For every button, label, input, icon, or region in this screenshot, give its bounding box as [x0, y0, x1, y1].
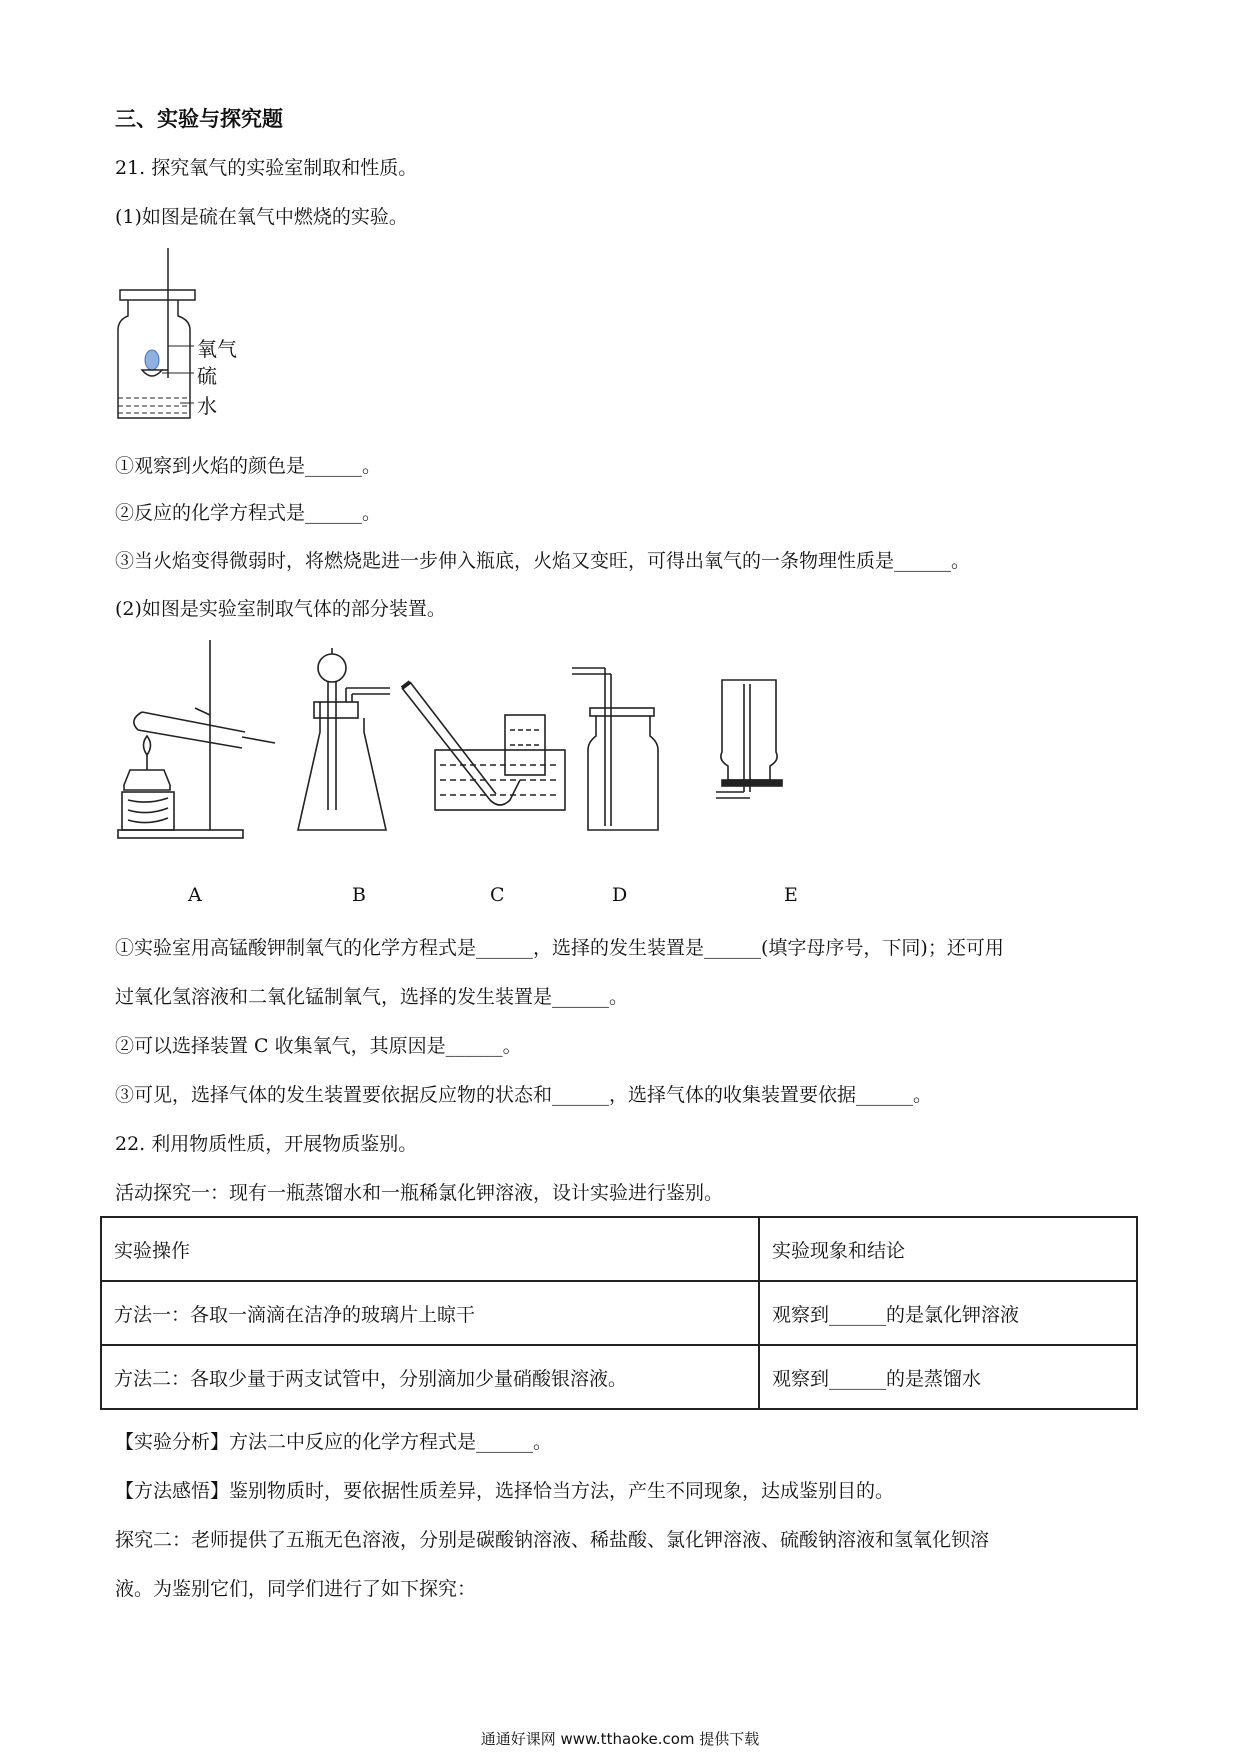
footer-source: 通通好课网 www.tthaoke.com 提供下载 [480, 1730, 760, 1748]
table-cell: 观察到______的是氯化钾溶液 [759, 1281, 1137, 1345]
p2-question-3: ③可见，选择气体的发生装置要依据反应物的状态和______，选择气体的收集装置要依据______。 [115, 1084, 933, 1106]
p1-question-2: ②反应的化学方程式是______。 [115, 502, 382, 524]
apparatus-figure [110, 640, 830, 850]
apparatus-e [716, 680, 782, 798]
question-22-stem: 22. 利用物质性质，开展物质鉴别。 [115, 1133, 418, 1155]
experiment-analysis: 【实验分析】方法二中反应的化学方程式是______。 [115, 1431, 553, 1453]
label-water: 水 [197, 394, 217, 418]
table-cell: 方法一：各取一滴滴在洁净的玻璃片上晾干 [101, 1281, 759, 1345]
q21-part1-intro: (1)如图是硫在氧气中燃烧的实验。 [115, 206, 408, 228]
label-oxygen: 氧气 [197, 337, 237, 361]
table-row [101, 1345, 1137, 1409]
experiment-table [100, 1216, 1138, 1410]
table-row [101, 1281, 1137, 1345]
p2-question-1-line1: ①实验室用高锰酸钾制氧气的化学方程式是______，选择的发生装置是______(填字母序号，下同)；还可用 [115, 937, 1004, 959]
explore-2-line1: 探究二：老师提供了五瓶无色溶液，分别是碳酸钠溶液、稀盐酸、氯化钾溶液、硫酸钠溶液和氢氧化钡溶 [115, 1529, 990, 1551]
section-title: 三、实验与探究题 [115, 107, 283, 131]
q21-part2-intro: (2)如图是实验室制取气体的部分装置。 [115, 598, 446, 620]
table-header: 实验现象和结论 [759, 1217, 1137, 1281]
apparatus-a [118, 640, 275, 838]
apparatus-d [572, 668, 658, 830]
explore-2-line2: 液。为鉴别它们，同学们进行了如下探究： [115, 1578, 477, 1600]
p1-question-1: ①观察到火焰的颜色是______。 [115, 455, 382, 477]
apparatus-b [298, 648, 390, 830]
apparatus-c [402, 682, 565, 810]
table-cell: 观察到______的是蒸馏水 [759, 1345, 1137, 1409]
label-sulfur: 硫 [197, 364, 217, 388]
label-b: B [352, 884, 366, 906]
table-cell: 方法二：各取少量于两支试管中，分别滴加少量硝酸银溶液。 [101, 1345, 759, 1409]
label-c: C [490, 884, 505, 906]
p2-question-1-line2: 过氧化氢溶液和二氧化锰制氧气，选择的发生装置是______。 [115, 986, 629, 1008]
method-insight: 【方法感悟】鉴别物质时，要依据性质差异，选择恰当方法，产生不同现象，达成鉴别目的。 [115, 1480, 895, 1502]
label-a: A [188, 884, 202, 906]
table-header-row [101, 1217, 1137, 1281]
label-d: D [612, 884, 628, 906]
question-21-stem: 21. 探究氧气的实验室制取和性质。 [115, 157, 418, 179]
p2-question-2: ②可以选择装置 C 收集氧气，其原因是______。 [115, 1035, 522, 1057]
activity-1: 活动探究一：现有一瓶蒸馏水和一瓶稀氯化钾溶液，设计实验进行鉴别。 [115, 1182, 724, 1204]
table-header: 实验操作 [101, 1217, 759, 1281]
label-e: E [784, 884, 798, 906]
p1-question-3: ③当火焰变得微弱时，将燃烧匙进一步伸入瓶底，火焰又变旺，可得出氧气的一条物理性质是______。 [115, 550, 971, 572]
